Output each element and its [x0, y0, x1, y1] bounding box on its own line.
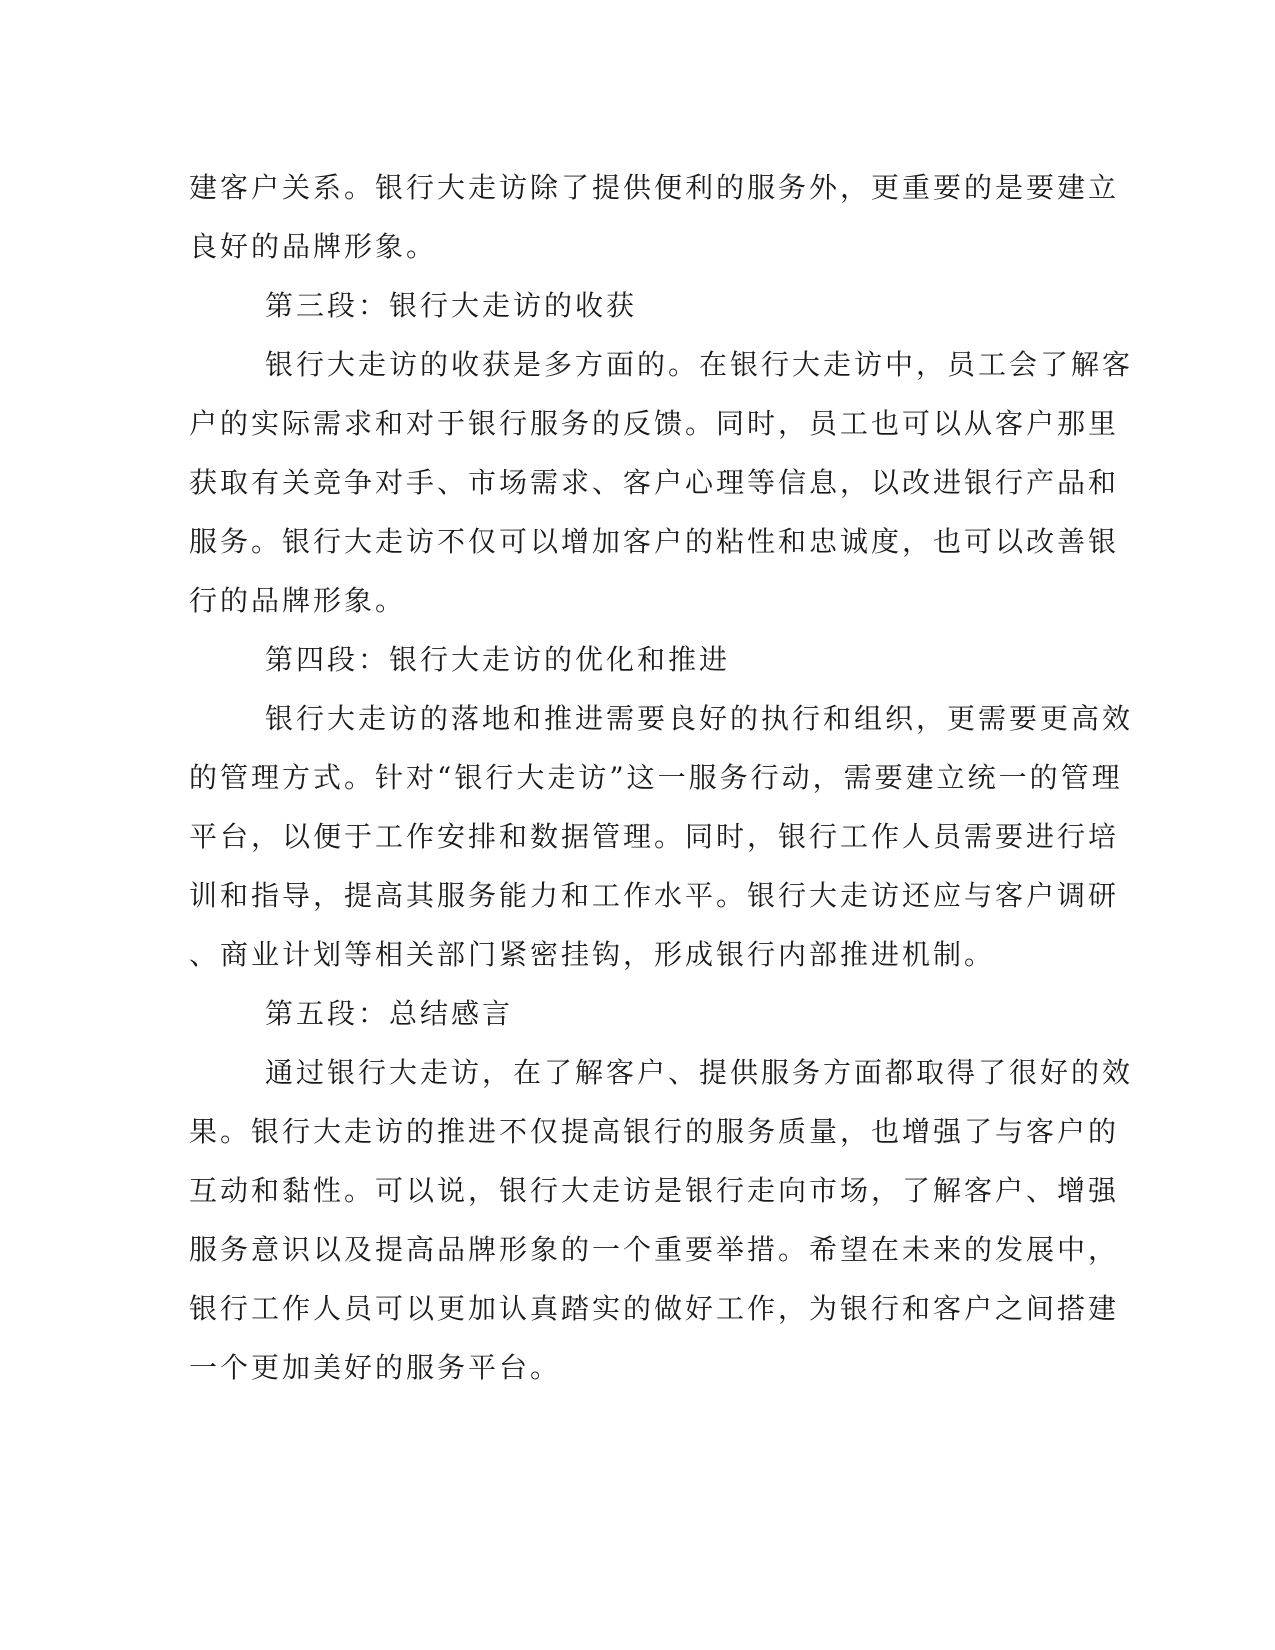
paragraph-line: 互动和黏性。可以说，银行大走访是银行走向市场，了解客户、增强 — [189, 1174, 1120, 1207]
paragraph-line: 的管理方式。针对“银行大走访”这一服务行动，需要建立统一的管理 — [189, 761, 1123, 794]
paragraph-line: 良好的品牌形象。 — [189, 230, 438, 263]
paragraph-line: 获取有关竞争对手、市场需求、客户心理等信息，以改进银行产品和 — [189, 466, 1120, 499]
paragraph-line: 户的实际需求和对于银行服务的反馈。同时，员工也可以从客户那里 — [189, 407, 1120, 440]
section-heading-4: 第四段：银行大走访的优化和推进 — [265, 643, 731, 676]
section-heading-3: 第三段：银行大走访的收获 — [265, 289, 638, 322]
paragraph-line: 平台，以便于工作安排和数据管理。同时，银行工作人员需要进行培 — [189, 820, 1120, 853]
paragraph-line: 通过银行大走访，在了解客户、提供服务方面都取得了很好的效 — [265, 1056, 1134, 1089]
paragraph-line: 银行大走访的收获是多方面的。在银行大走访中，员工会了解客 — [265, 348, 1134, 381]
paragraph-line: 服务意识以及提高品牌形象的一个重要举措。希望在未来的发展中， — [189, 1233, 1120, 1266]
paragraph-line: 行的品牌形象。 — [189, 584, 407, 617]
section-heading-5: 第五段：总结感言 — [265, 997, 514, 1030]
paragraph-line: 一个更加美好的服务平台。 — [189, 1351, 562, 1384]
paragraph-line: 训和指导，提高其服务能力和工作水平。银行大走访还应与客户调研 — [189, 879, 1120, 912]
paragraph-line: 果。银行大走访的推进不仅提高银行的服务质量，也增强了与客户的 — [189, 1115, 1120, 1148]
paragraph-line: 银行工作人员可以更加认真踏实的做好工作，为银行和客户之间搭建 — [189, 1292, 1120, 1325]
paragraph-line: 、商业计划等相关部门紧密挂钩，形成银行内部推进机制。 — [189, 938, 996, 971]
paragraph-line: 建客户关系。银行大走访除了提供便利的服务外，更重要的是要建立 — [189, 171, 1120, 204]
paragraph-line: 服务。银行大走访不仅可以增加客户的粘性和忠诚度，也可以改善银 — [189, 525, 1120, 558]
paragraph-line: 银行大走访的落地和推进需要良好的执行和组织，更需要更高效 — [265, 702, 1134, 735]
